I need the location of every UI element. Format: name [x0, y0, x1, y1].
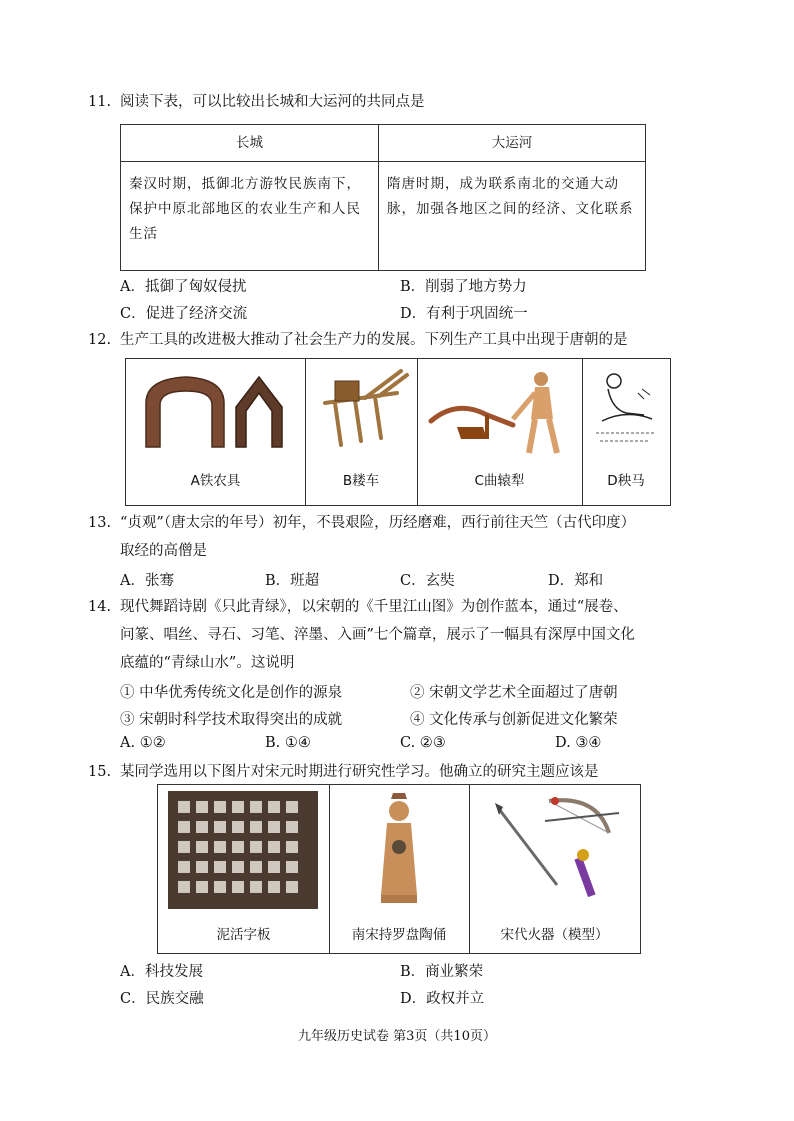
q12-caption-c: C曲辕犁 — [474, 473, 525, 489]
q12-stem: 生产工具的改进极大推动了社会生产力的发展。下列生产工具中出现于唐朝的是 — [120, 332, 628, 348]
q15-caption-compass-figurine: 南宋持罗盘陶俑 — [351, 927, 447, 943]
q13-option-b[interactable]: B．班超 — [265, 573, 320, 589]
q12-caption-a: A铁农具 — [190, 473, 241, 489]
q12-panel-c — [417, 359, 583, 505]
q14-stem-line2: 问篆、唱丝、寻石、习笔、淬墨、入画”七个篇章，展示了一幅具有深厚中国文化 — [120, 627, 635, 643]
q12-panel-b — [305, 359, 418, 505]
q13-number: 13. — [88, 515, 112, 531]
q15-caption-firearms: 宋代火器（模型） — [500, 927, 609, 943]
q15-panel-firearms — [469, 785, 640, 953]
page-footer: 九年级历史试卷 第3页（共10页） — [298, 1029, 496, 1044]
q11-cell-grand-canal: 隋唐时期，成为联系南北的交通大动脉，加强各地区之间的经济、文化联系 — [379, 162, 646, 271]
q14-option-c[interactable]: C. ②③ — [400, 735, 446, 751]
seed-drill-icon — [305, 363, 417, 463]
q13-option-a[interactable]: A．张骞 — [120, 573, 174, 589]
q15-option-a[interactable]: A．科技发展 — [120, 964, 203, 980]
q13-stem-line2: 取经的高僧是 — [120, 543, 207, 559]
q13-stem-line1: “贞观”（唐太宗的年号）初年，不畏艰险，历经磨难，西行前往天竺（古代印度） — [120, 515, 636, 531]
q11-number: 11. — [88, 94, 112, 110]
q15-caption-movable-type: 泥活字板 — [216, 927, 271, 943]
q14-stem-line1: 现代舞蹈诗剧《只此青绿》，以宋朝的《千里江山图》为创作蓝本，通过“展卷、 — [120, 599, 628, 615]
q15-image-strip — [157, 784, 641, 954]
q14-statement-2: ② 宋朝文学艺术全面超过了唐朝 — [410, 685, 618, 701]
q13-option-c[interactable]: C．玄奘 — [400, 573, 455, 589]
q14-statement-1: ① 中华优秀传统文化是创作的源泉 — [120, 685, 343, 701]
q14-option-d[interactable]: D. ③④ — [555, 735, 602, 751]
q11-option-a[interactable]: A．抵御了匈奴侵扰 — [120, 279, 247, 295]
q15-option-b[interactable]: B．商业繁荣 — [400, 964, 484, 980]
q12-panel-a — [126, 359, 306, 505]
q14-statement-3: ③ 宋朝时科学技术取得突出的成就 — [120, 712, 343, 728]
q11-header-grand-canal: 大运河 — [379, 125, 646, 162]
curved-plow-icon — [417, 363, 582, 463]
q11-stem: 阅读下表，可以比较出长城和大运河的共同点是 — [120, 94, 425, 110]
q12-number: 12. — [88, 332, 112, 348]
q13-option-d[interactable]: D．郑和 — [548, 573, 604, 589]
iron-tools-icon — [126, 363, 305, 463]
q11-option-c[interactable]: C．促进了经济交流 — [120, 306, 248, 322]
rice-seedling-horse-icon — [582, 363, 670, 463]
q11-option-d[interactable]: D．有利于巩固统一 — [400, 306, 528, 322]
q15-stem: 某同学选用以下图片对宋元时期进行研究性学习。他确立的研究主题应该是 — [120, 764, 599, 780]
q12-caption-d: D秧马 — [607, 473, 645, 489]
q15-number: 15. — [88, 764, 112, 780]
q14-option-a[interactable]: A. ①② — [120, 735, 166, 751]
q12-caption-b: B耧车 — [342, 473, 380, 489]
fire-weapons-icon — [469, 785, 640, 915]
q15-option-d[interactable]: D．政权并立 — [400, 991, 485, 1007]
q11-table — [120, 124, 646, 271]
q12-panel-d — [582, 359, 670, 505]
q11-option-b[interactable]: B．削弱了地方势力 — [400, 279, 527, 295]
q12-image-strip — [125, 358, 671, 506]
figurine-with-compass-icon — [329, 785, 469, 915]
q14-statement-4: ④ 文化传承与创新促进文化繁荣 — [410, 712, 618, 728]
q14-option-b[interactable]: B. ①④ — [265, 735, 311, 751]
q15-option-c[interactable]: C．民族交融 — [120, 991, 204, 1007]
q14-number: 14. — [88, 599, 112, 615]
q14-stem-line3: 底蕴的“青绿山水”。这说明 — [120, 655, 295, 671]
q15-panel-compass-figurine — [329, 785, 470, 953]
q11-cell-great-wall: 秦汉时期，抵御北方游牧民族南下，保护中原北部地区的农业生产和人民生活 — [121, 162, 379, 271]
movable-type-icon — [158, 785, 329, 915]
q15-panel-movable-type — [158, 785, 330, 953]
q11-header-great-wall: 长城 — [121, 125, 379, 162]
